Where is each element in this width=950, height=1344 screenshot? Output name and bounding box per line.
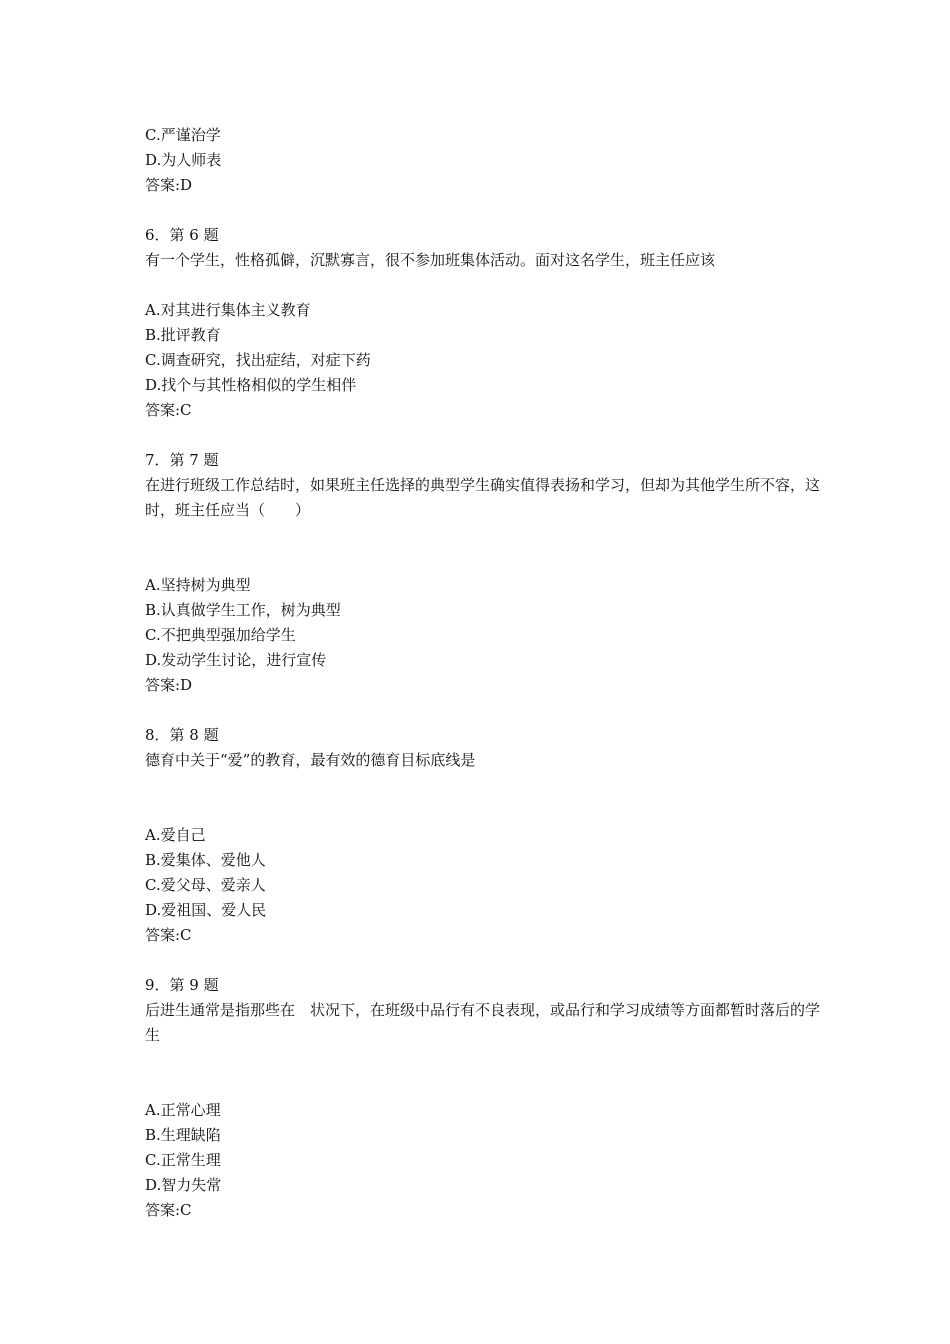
option-d: D.爱祖国、爱人民 (145, 901, 267, 919)
question-fragment (145, 123, 825, 198)
option-a: A.正常心理 (145, 1101, 221, 1119)
option-a: A.爱自己 (145, 826, 206, 844)
option-d: D.智力失常 (145, 1176, 222, 1194)
option-d: D.发动学生讨论，进行宣传 (145, 651, 327, 669)
option-d: D.找个与其性格相似的学生相伴 (145, 376, 357, 394)
question-heading: 6．第 6 题 (145, 226, 219, 244)
question-stem: 德育中关于“爱”的教育，最有效的德育目标底线是 (145, 751, 476, 769)
option-b: B.生理缺陷 (145, 1126, 221, 1144)
option-b: B.批评教育 (145, 326, 221, 344)
option-c: C.正常生理 (145, 1151, 221, 1169)
question-stem: 有一个学生，性格孤僻，沉默寡言，很不参加班集体活动。面对这名学生，班主任应该 (145, 251, 716, 269)
answer: 答案:D (145, 676, 193, 694)
answer: 答案:C (145, 401, 192, 419)
question-heading: 9．第 9 题 (145, 976, 219, 994)
question-heading: 7．第 7 题 (145, 451, 219, 469)
question-6 (145, 223, 825, 423)
option-c: C.不把典型强加给学生 (145, 626, 296, 644)
question-heading: 8．第 8 题 (145, 726, 219, 744)
question-7 (145, 448, 825, 698)
document-page (145, 123, 825, 1223)
question-stem: 在进行班级工作总结时，如果班主任选择的典型学生确实值得表扬和学习，但却为其他学生所不容，这时，班主任应当（ ） (145, 476, 821, 519)
option-b: B.认真做学生工作，树为典型 (145, 601, 341, 619)
option-a: A.对其进行集体主义教育 (145, 301, 311, 319)
option-c: C.调查研究，找出症结，对症下药 (145, 351, 371, 369)
option-c: C.爱父母、爱亲人 (145, 876, 266, 894)
answer: 答案:C (145, 926, 192, 944)
answer: 答案:C (145, 1201, 192, 1219)
question-9 (145, 973, 825, 1223)
option-b: B.爱集体、爱他人 (145, 851, 266, 869)
answer: 答案:D (145, 176, 193, 194)
question-stem: 后进生通常是指那些在 状况下，在班级中品行有不良表现，或品行和学习成绩等方面都暂时落后的学生 (145, 1001, 821, 1044)
option-d: D.为人师表 (145, 151, 222, 169)
question-8 (145, 723, 825, 948)
option-c: C.严谨治学 (145, 126, 221, 144)
option-a: A.坚持树为典型 (145, 576, 251, 594)
